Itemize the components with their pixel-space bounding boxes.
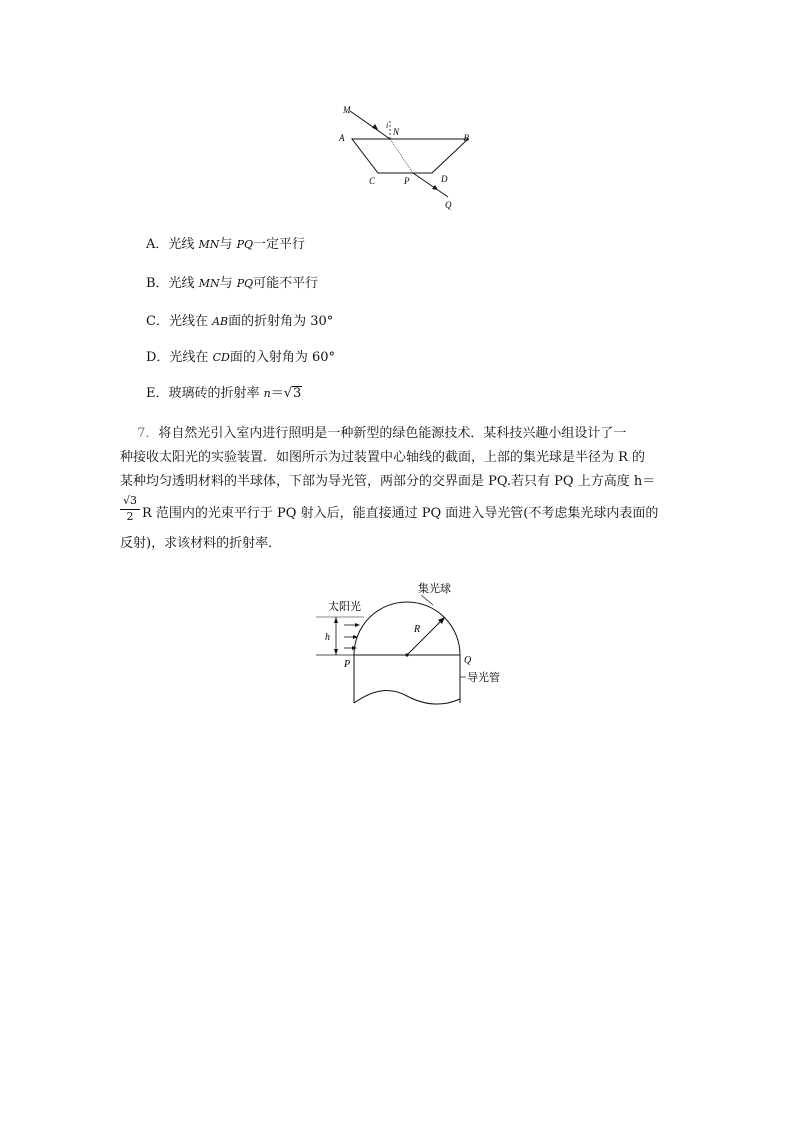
hemisphere-outline — [354, 602, 460, 655]
trapezoid-diagram-svg — [330, 95, 470, 215]
center-point — [405, 653, 408, 656]
option-a-prefix: A．光线 — [146, 237, 199, 252]
label-N: N — [393, 127, 400, 137]
option-d — [146, 349, 335, 367]
question-7-number: 7． — [137, 426, 159, 441]
option-b-prefix: B．光线 — [146, 276, 199, 291]
sun-ray-1-arrow — [355, 623, 360, 627]
question-7-line-4-text: R 范围内的光束平行于 PQ 射入后，能直接通过 PQ 面进入导光管(不考虑集光球内表面的 — [142, 506, 659, 521]
option-b-mid: 与 — [219, 276, 237, 291]
option-a-mid: 与 — [219, 237, 237, 252]
option-a-var-pq: PQ — [236, 238, 253, 251]
label-P: P — [344, 659, 351, 670]
option-c — [146, 313, 333, 331]
ray-internal — [390, 139, 413, 173]
trapezoid-shape — [352, 139, 468, 173]
label-R: R — [414, 624, 421, 635]
figure-trapezoid-prism — [330, 95, 470, 215]
label-D: D — [441, 174, 448, 184]
label-sphere: 集光球 — [418, 583, 451, 595]
label-C: C — [369, 176, 376, 186]
label-A: A — [339, 133, 345, 143]
question-7-line-2: 种接收太阳光的实验装置．如图所示为过装置中心轴线的截面，上部的集光球是半径为 R 的 — [120, 450, 646, 465]
ray-mn — [350, 111, 390, 139]
radius-line — [407, 619, 443, 655]
label-h: h — [325, 632, 330, 643]
option-c-prefix: C．光线在 — [146, 314, 213, 329]
option-a-var-mn: MN — [198, 238, 220, 251]
option-e-eq: ＝ — [270, 386, 284, 401]
fraction-denominator: 2 — [126, 510, 134, 523]
label-Q: Q — [445, 200, 452, 210]
fraction-numerator: √3 — [120, 494, 140, 510]
option-e-var-n: n — [263, 387, 271, 400]
option-c-var-ab: AB — [212, 315, 229, 328]
ray-pq-arrow — [432, 185, 438, 190]
sphere-leader — [421, 595, 433, 605]
option-b — [146, 275, 318, 293]
option-b-suffix: 可能不平行 — [253, 276, 319, 291]
fraction-sqrt3-over-2 — [120, 494, 140, 524]
option-d-var-cd: CD — [212, 351, 230, 364]
label-B: B — [463, 133, 469, 143]
option-e-radicand: 3 — [293, 386, 302, 401]
question-7-line-1 — [120, 422, 676, 446]
option-c-suffix: 面的折射角为 30° — [228, 314, 334, 329]
label-sunlight: 太阳光 — [328, 601, 361, 613]
pipe-wavy-bottom — [354, 691, 460, 704]
option-d-suffix: 面的入射角为 60° — [229, 350, 335, 365]
label-i: i — [386, 121, 389, 130]
label-Q: Q — [464, 655, 472, 666]
question-7-line-5: 反射)，求该材料的折射率． — [120, 536, 282, 551]
light-collector-svg — [306, 575, 516, 710]
question-7-line-4 — [120, 494, 676, 532]
figure-light-collector — [306, 575, 516, 710]
label-P: P — [404, 176, 410, 186]
h-arrow-down — [334, 649, 338, 655]
option-a-suffix: 一定平行 — [252, 237, 305, 252]
question-7-line-3: 某种均匀透明材料的半球体，下部为导光管，两部分的交界面是 PQ.若只有 PQ 上方高度 h＝ — [120, 474, 656, 489]
label-pipe: 导光管 — [467, 672, 500, 684]
option-b-var-pq: PQ — [236, 277, 254, 290]
option-e-sqrt: √3 — [283, 386, 302, 401]
question-7 — [120, 422, 676, 556]
h-arrow-up — [334, 617, 338, 623]
option-e — [146, 385, 302, 403]
option-a — [146, 236, 305, 254]
option-d-prefix: D．光线在 — [146, 350, 213, 365]
question-7-line-1-text: 将自然光引入室内进行照明是一种新型的绿色能源技术．某科技兴趣小组设计了一 — [158, 426, 627, 441]
option-b-var-mn: MN — [198, 277, 220, 290]
option-e-prefix: E．玻璃砖的折射率 — [146, 386, 264, 401]
label-M: M — [343, 105, 351, 115]
